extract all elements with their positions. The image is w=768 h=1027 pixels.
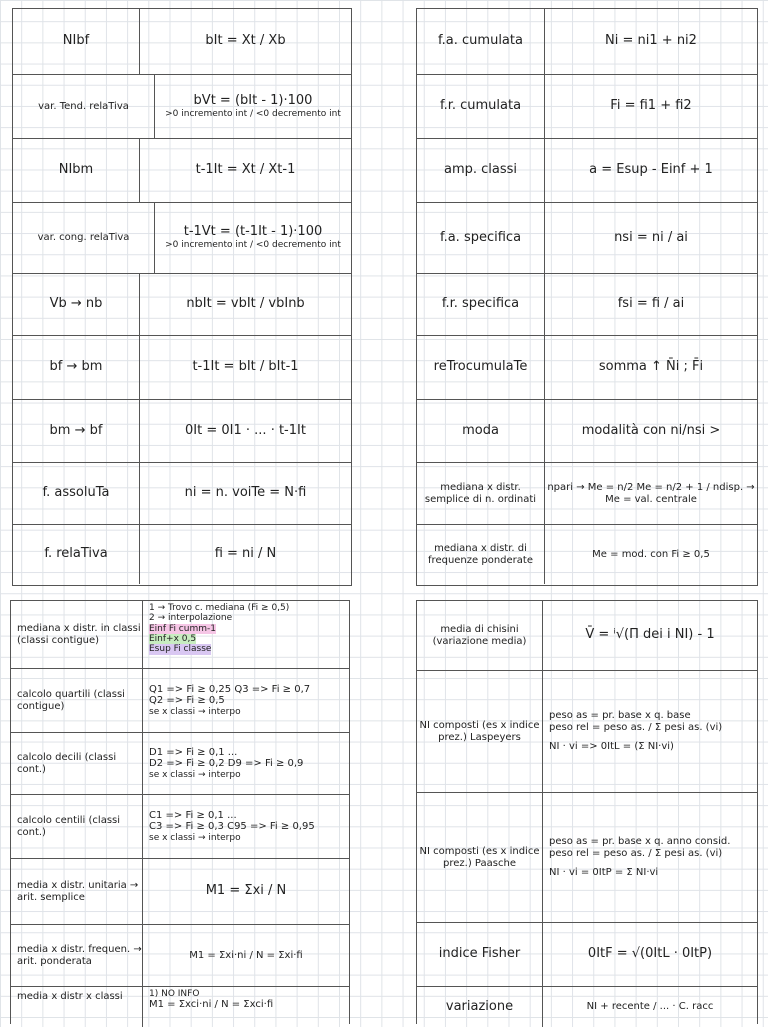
row-label: media x distr. frequen. → arit. ponderata bbox=[11, 925, 143, 986]
row-label: mediana x distr. semplice di n. ordinati bbox=[417, 463, 545, 524]
row-label: f. assoluTa bbox=[13, 463, 140, 524]
table-row bbox=[13, 274, 351, 336]
row-content bbox=[143, 795, 349, 858]
table-row bbox=[417, 463, 757, 525]
row-label: variazione bbox=[417, 987, 543, 1027]
table-row bbox=[13, 75, 351, 139]
bottom-left-table bbox=[10, 600, 350, 1024]
table-row bbox=[11, 601, 349, 669]
row-note: >0 incremento int / <0 decremento int bbox=[165, 240, 341, 251]
row-label: NIbm bbox=[13, 139, 140, 202]
row-label: mediana x distr. di frequenze ponderate bbox=[417, 525, 545, 584]
row-formula: nbIt = vbIt / vbInb bbox=[186, 296, 305, 312]
row-formula: fi = ni / N bbox=[214, 546, 277, 562]
row-label: calcolo decili (classi cont.) bbox=[11, 733, 143, 794]
row-label: var. cong. relaTiva bbox=[13, 203, 155, 273]
row-label: f.a. cumulata bbox=[417, 9, 545, 74]
row-label: calcolo quartili (classi contigue) bbox=[11, 669, 143, 732]
row-label: amp. classi bbox=[417, 139, 545, 202]
top-right-table bbox=[416, 8, 758, 586]
content-line: C1 => Fi ≥ 0,1 ... bbox=[149, 809, 237, 821]
row-label: Vb → nb bbox=[13, 274, 140, 335]
row-formula: fsi = fi / ai bbox=[617, 296, 685, 312]
row-content bbox=[543, 793, 757, 922]
table-row bbox=[417, 336, 757, 400]
table-row bbox=[417, 203, 757, 274]
content-line: Q2 => Fi ≥ 0,5 bbox=[149, 695, 225, 707]
content-line: 1) NO INFO bbox=[149, 989, 200, 999]
row-label: media di chisini (variazione media) bbox=[417, 601, 543, 670]
content-line-highlight: Esup Fi classe bbox=[149, 644, 212, 655]
content-line: peso as = pr. base x q. anno consid. bbox=[549, 836, 731, 848]
row-label: moda bbox=[417, 400, 545, 462]
table-row bbox=[11, 987, 349, 1027]
row-label: NI composti (es x indice prez.) Laspeyers bbox=[417, 671, 543, 792]
row-label: NIbf bbox=[13, 9, 140, 74]
table-row bbox=[11, 733, 349, 795]
row-formula: Ni = ni1 + ni2 bbox=[605, 33, 697, 49]
row-label: reTrocumulaTe bbox=[417, 336, 545, 399]
row-formula: modalità con ni/nsi > bbox=[581, 422, 721, 438]
row-label: f.a. specifica bbox=[417, 203, 545, 273]
content-line-highlight: Einf Fi cumm-1 bbox=[149, 623, 216, 634]
row-note: >0 incremento int / <0 decremento int bbox=[165, 108, 341, 119]
row-formula: Me = mod. con Fi ≥ 0,5 bbox=[592, 548, 710, 560]
row-formula: a = Esup - Einf + 1 bbox=[589, 162, 713, 178]
content-line: M1 = Σxci·ni / N = Σxci·fi bbox=[149, 999, 274, 1011]
row-label: f.r. specifica bbox=[417, 274, 545, 335]
row-content bbox=[143, 733, 349, 794]
row-label: media x distr. unitaria → arit. semplice bbox=[11, 859, 143, 924]
row-content bbox=[143, 601, 349, 668]
content-line: peso as = pr. base x q. base bbox=[549, 710, 691, 722]
content-line: NI · vi = 0ItP = Σ NI·vi bbox=[549, 867, 659, 879]
table-row bbox=[417, 139, 757, 203]
content-line: se x classi → interpo bbox=[149, 832, 241, 843]
table-row bbox=[13, 139, 351, 203]
row-formula: Fi = fi1 + fi2 bbox=[610, 98, 692, 114]
row-content: M1 = Σxi·ni / N = Σxi·fi bbox=[189, 949, 303, 961]
row-formula: nsi = ni / ai bbox=[614, 229, 688, 245]
table-row bbox=[13, 400, 351, 463]
content-line: C3 => Fi ≥ 0,3 C95 => Fi ≥ 0,95 bbox=[149, 821, 315, 833]
content-line-highlight: Einf+x 0,5 bbox=[149, 634, 197, 645]
top-left-table bbox=[12, 8, 352, 586]
row-label: indice Fisher bbox=[417, 923, 543, 986]
table-row bbox=[417, 274, 757, 336]
row-formula: npari → Me = n/2 Me = n/2 + 1 / ndisp. → Me = val. centrale bbox=[547, 482, 755, 505]
table-row bbox=[13, 525, 351, 584]
table-row bbox=[417, 601, 757, 671]
content-line: 1 → Trovo c. mediana (Fi ≥ 0,5) bbox=[149, 603, 290, 613]
table-row bbox=[13, 9, 351, 75]
table-row bbox=[11, 859, 349, 925]
row-label: bm → bf bbox=[13, 400, 140, 462]
row-formula-cell bbox=[155, 75, 351, 138]
row-formula: t-1Vt = (t-1It - 1)·100 bbox=[183, 224, 323, 240]
row-formula: bVt = (bIt - 1)·100 bbox=[193, 92, 313, 108]
row-content: M1 = Σxi / N bbox=[205, 883, 287, 899]
row-content: NI + recente / ... · C. racc bbox=[586, 1001, 714, 1013]
table-row bbox=[13, 336, 351, 400]
row-formula: 0It = 0I1 · ... · t-1It bbox=[185, 422, 306, 438]
row-content: 0ItF = √(0ItL · 0ItP) bbox=[587, 946, 713, 962]
table-row bbox=[11, 925, 349, 987]
row-formula: ni = n. voiTe = N·fi bbox=[184, 485, 307, 501]
table-row bbox=[417, 75, 757, 139]
row-label: media x distr x classi bbox=[11, 987, 143, 1027]
content-line: se x classi → interpo bbox=[149, 706, 241, 717]
row-label: NI composti (es x indice prez.) Paasche bbox=[417, 793, 543, 922]
table-row bbox=[417, 400, 757, 463]
table-row bbox=[11, 795, 349, 859]
table-row bbox=[417, 987, 757, 1027]
row-content bbox=[143, 987, 349, 1027]
content-line: peso rel = peso as. / Σ pesi as. (vi) bbox=[549, 847, 723, 859]
table-row bbox=[417, 793, 757, 923]
content-line: Q1 => Fi ≥ 0,25 Q3 => Fi ≥ 0,7 bbox=[149, 683, 311, 695]
content-line: D2 => Fi ≥ 0,2 D9 => Fi ≥ 0,9 bbox=[149, 758, 304, 770]
row-content bbox=[543, 671, 757, 792]
table-row bbox=[417, 525, 757, 584]
row-label: var. Tend. relaTiva bbox=[13, 75, 155, 138]
content-line: D1 => Fi ≥ 0,1 ... bbox=[149, 746, 238, 758]
row-label: mediana x distr. in classi (classi contigue) bbox=[11, 601, 143, 668]
row-content: V̄ = ⁱ√(Π dei i NI) - 1 bbox=[585, 627, 715, 643]
table-row bbox=[417, 923, 757, 987]
row-formula: t-1It = bIt / bIt-1 bbox=[192, 359, 299, 375]
table-row bbox=[11, 669, 349, 733]
row-formula: t-1It = Xt / Xt-1 bbox=[195, 162, 296, 178]
row-formula: somma ↑ N̄i ; F̄i bbox=[598, 359, 704, 375]
bottom-right-table bbox=[416, 600, 758, 1024]
row-label: calcolo centili (classi cont.) bbox=[11, 795, 143, 858]
table-row bbox=[417, 9, 757, 75]
table-row bbox=[13, 463, 351, 525]
content-line: se x classi → interpo bbox=[149, 769, 241, 780]
row-label: f. relaTiva bbox=[13, 525, 140, 584]
content-line: 2 → interpolazione bbox=[149, 613, 233, 624]
row-label: bf → bm bbox=[13, 336, 140, 399]
content-line: peso rel = peso as. / Σ pesi as. (vi) bbox=[549, 721, 723, 733]
row-formula: bIt = Xt / Xb bbox=[205, 33, 286, 49]
table-row bbox=[417, 671, 757, 793]
row-content bbox=[143, 669, 349, 732]
table-row bbox=[13, 203, 351, 274]
row-label: f.r. cumulata bbox=[417, 75, 545, 138]
content-line: NI · vi => 0ItL = (Σ NI·vi) bbox=[549, 741, 674, 753]
row-formula-cell bbox=[155, 203, 351, 273]
